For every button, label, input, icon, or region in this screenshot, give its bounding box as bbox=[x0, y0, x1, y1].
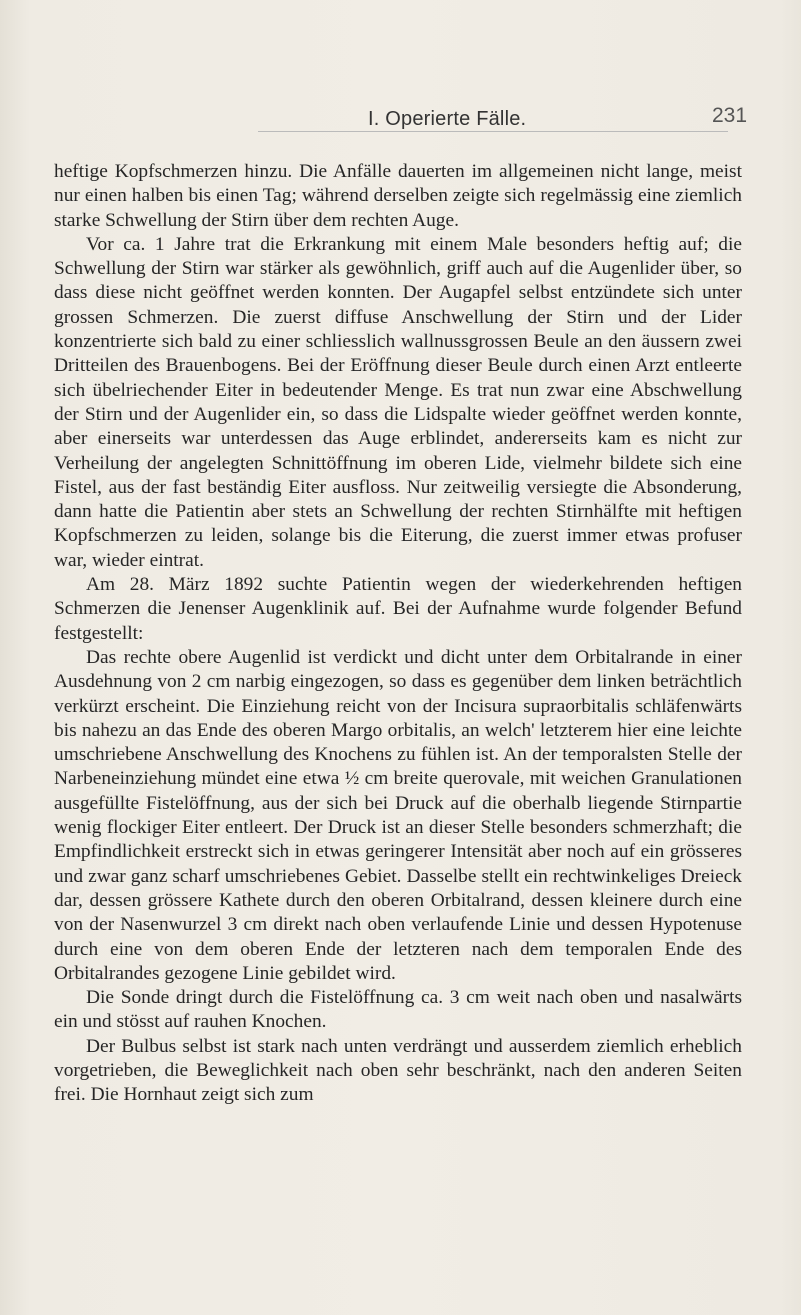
page-header bbox=[0, 104, 801, 138]
body-text bbox=[54, 160, 742, 1108]
paragraph: Der Bulbus selbst ist stark nach unten verdrängt und ausserdem ziemlich erheblich vorgetrieben, die Beweglichkeit nach oben sehr beschränkt, nach den anderen Seiten frei. Die Hornhaut zeigt sich zum bbox=[54, 1035, 742, 1106]
paragraph: Das rechte obere Augenlid ist verdickt und dicht unter dem Orbitalrande in einer Ausdehnung von 2 cm narbig eingezogen, so dass es gegenüber dem linken beträchtlich verkürzt erscheint. Die Einziehung reicht von der Incisura supraorbitalis schläfenwärts bis nahezu an das Ende des oberen Margo orbitalis, an welch' letzterem hier eine leichte umschriebene Anschwellung des Knochens zu fühlen ist. An der temporalsten Stelle der Narbeneinziehung mündet eine etwa ½ cm breite querovale, mit weichen Granulationen ausgefüllte Fistelöffnung, aus der sich bei Druck auf die oberhalb liegende Stirnpartie wenig flockiger Eiter entleert. Der Druck ist an dieser Stelle besonders schmerzhaft; die Empfindlichkeit erstreckt sich in etwas geringerer Intensität aber noch auf ein grösseres und zwar ganz scharf umschriebenes Gebiet. Dasselbe stellt ein rechtwinkeliges Dreieck dar, dessen grössere Kathete durch den oberen Orbitalrand, dessen kleinere durch eine von der Nasenwurzel 3 cm direkt nach oben verlaufende Linie und dessen Hypotenuse durch eine von dem oberen Ende der letzteren nach dem temporalen Ende des Orbitalrandes gezogene Linie gebildet wird. bbox=[54, 646, 742, 984]
running-head: I. Operierte Fälle. bbox=[368, 108, 527, 130]
paragraph: Am 28. März 1892 suchte Patientin wegen der wiederkehrenden heftigen Schmerzen die Jenenser Augenklinik auf. Bei der Aufnahme wurde folgender Befund festgestellt: bbox=[54, 574, 742, 644]
header-rule bbox=[258, 131, 728, 132]
paragraph: Die Sonde dringt durch die Fistelöffnung ca. 3 cm weit nach oben und nasalwärts ein und stösst auf rauhen Knochen. bbox=[54, 987, 742, 1033]
page-number: 231 bbox=[712, 104, 748, 127]
paragraph: Vor ca. 1 Jahre trat die Erkrankung mit einem Male besonders heftig auf; die Schwellung der Stirn war stärker als gewöhnlich, griff auch auf die Augenlider über, so dass diese nicht geöffnet werden konnten. Der Augapfel selbst entzündete sich unter grossen Schmerzen. Die zuerst diffuse Anschwellung der Stirn und der Lider konzentrierte sich bald zu einer schliesslich wallnussgrossen Beule an den äussern zwei Dritteilen des Brauenbogens. Bei der Eröffnung dieser Beule durch einen Arzt entleerte sich übelriechender Eiter in bedeutender Menge. Es trat nun zwar eine Abschwellung der Stirn und der Augenlider ein, so dass die Lidspalte wieder geöffnet werden konnte, aber einerseits war unterdessen das Auge erblindet, andererseits kam es nicht zur Verheilung der angelegten Schnittöffnung im oberen Lide, vielmehr bildete sich eine Fistel, aus der fast beständig Eiter ausfloss. Nur zeitweilig versiegte die Absonderung, dann hatte die Patientin aber stets an Schwellung der rechten Stirnhälfte mit heftigen Kopfschmerzen zu leiden, solange bis die Eiterung, die zuerst immer etwas profuser war, wieder eintrat. bbox=[54, 233, 742, 571]
paragraph: heftige Kopfschmerzen hinzu. Die Anfälle dauerten im allgemeinen nicht lange, meist nur einen halben bis einen Tag; während derselben zeigte sich regelmässig eine ziemlich starke Schwellung der Stirn über dem rechten Auge. bbox=[54, 161, 742, 231]
